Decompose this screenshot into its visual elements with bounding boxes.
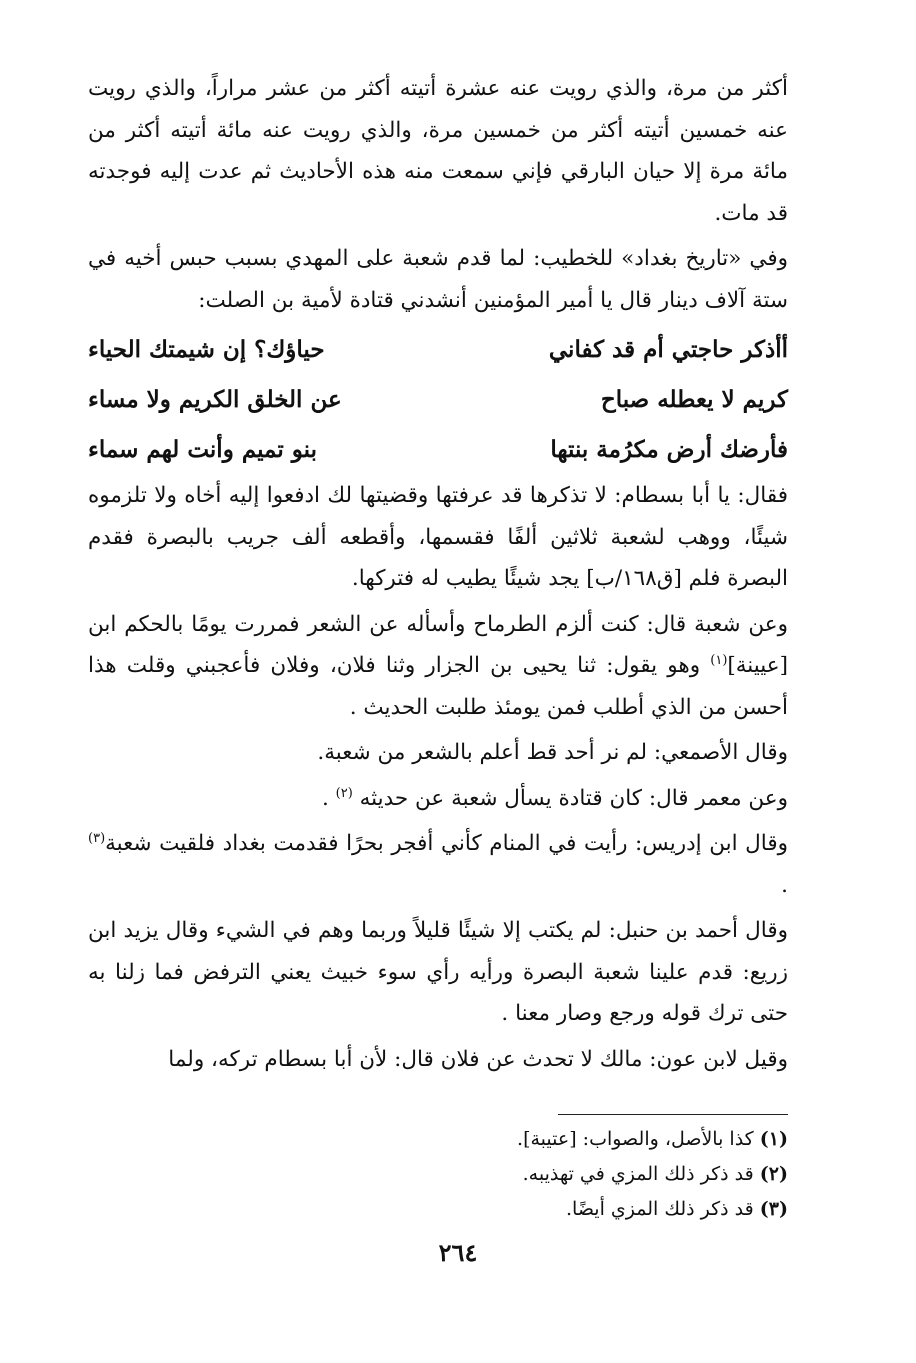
footnote-2 bbox=[88, 1157, 788, 1192]
verse-line-2 bbox=[88, 375, 788, 425]
footnote-ref-2: (٢) bbox=[335, 785, 353, 801]
paragraph-6-part-a: وعن معمر قال: كان قتادة يسأل شعبة عن حديثه bbox=[352, 785, 788, 811]
footnote-ref-1: (١) bbox=[710, 652, 728, 668]
footnote-2-text: قد ذكر ذلك المزي في تهذيبه. bbox=[522, 1163, 754, 1185]
verse-2-first-hemistich: كريم لا يعطله صباح bbox=[600, 386, 788, 413]
paragraph-7-part-b: . bbox=[781, 872, 788, 898]
paragraph-2: وفي «تاريخ بغداد» للخطيب: لما قدم شعبة على المهدي بسبب حبس أخيه في ستة آلاف دينار قال يا أمير المؤمنين أنشدني قتادة لأمية بن الصلت: bbox=[88, 246, 788, 313]
footnote-1-number: (١) bbox=[759, 1128, 788, 1150]
paragraph-4-part-b: وهو يقول: ثنا يحيى بن الجزار وثنا فلان، وفلان فأعجبني وقلت هذا أحسن من الذي أطلب فمن يومئذ طلبت الحديث . bbox=[88, 653, 788, 720]
paragraph-4 bbox=[88, 604, 788, 729]
main-text bbox=[88, 68, 788, 1084]
paragraph-3: فقال: يا أبا بسطام: لا تذكرها قد عرفتها وقضيتها لك ادفعوا إليه أخاه ولا تلزموه شيئًا، ووهب لشعبة ثلاثين ألفًا فقسمها، وأقطعه ألف جريب بالبصرة فقدم البصرة فلم [ق١٦٨/ب] يجد شيئًا يطيب له فتركها. bbox=[88, 483, 788, 591]
footnote-divider bbox=[558, 1114, 788, 1115]
paragraph-4-part-a: وعن شعبة قال: كنت ألزم الطرماح وأسأله عن الشعر فمررت يومًا بالحكم ابن [عيينة] bbox=[88, 611, 788, 678]
footnote-1-text: كذا بالأصل، والصواب: [عتيبة]. bbox=[517, 1128, 754, 1150]
footnote-2-number: (٢) bbox=[759, 1163, 788, 1185]
verse-3-second-hemistich: بنو تميم وأنت لهم سماء bbox=[88, 436, 317, 463]
paragraph-7-part-a: وقال ابن إدريس: رأيت في المنام كأني أفجر بحرًا فقدمت بغداد فلقيت شعبة bbox=[105, 831, 788, 856]
paragraph-6 bbox=[88, 778, 788, 820]
verse-3-first-hemistich: فأرضك أرض مكرُمة بنتها bbox=[550, 436, 788, 463]
footnote-1 bbox=[88, 1122, 788, 1157]
paragraph-7 bbox=[88, 823, 788, 906]
verse-2-second-hemistich: عن الخلق الكريم ولا مساء bbox=[88, 386, 342, 413]
verse-line-1 bbox=[88, 325, 788, 375]
verse-1-second-hemistich: حياؤك؟ إن شيمتك الحياء bbox=[88, 336, 325, 363]
footnote-3-text: قد ذكر ذلك المزي أيضًا. bbox=[565, 1198, 754, 1220]
footnote-3 bbox=[88, 1192, 788, 1227]
paragraph-9: وقيل لابن عون: مالك لا تحدث عن فلان قال: لأن أبا بسطام تركه، ولما bbox=[168, 1046, 788, 1072]
footnotes bbox=[88, 1122, 788, 1227]
paragraph-6-part-b: . bbox=[321, 785, 336, 811]
footnote-3-number: (٣) bbox=[759, 1198, 788, 1220]
paragraph-1: أكثر من مرة، والذي رويت عنه عشرة أتيته أكثر من عشر مراراً، والذي رويت عنه خمسين أتيته أكثر من خمسين مرة، والذي رويت عنه مائة أتيته أكثر من مائة مرة إلا حيان البارقي فإني سمعت منه هذه الأحاديث ثم عدت إليه فوجدته قد مات. bbox=[88, 76, 788, 226]
verse-line-3 bbox=[88, 425, 788, 475]
page-number: ٢٦٤ bbox=[438, 1238, 478, 1267]
paragraph-5: وقال الأصمعي: لم نر أحد قط أعلم بالشعر من شعبة. bbox=[317, 740, 788, 765]
paragraph-8: وقال أحمد بن حنبل: لم يكتب إلا شيئًا قليلاً وربما وهم في الشيء وقال يزيد ابن زريع: قدم علينا شعبة البصرة ورأيه رأي سوء خبيث يعني الترفض فما زلنا به حتى ترك قوله ورجع وصار معنا . bbox=[88, 918, 788, 1026]
verse-1-first-hemistich: أأذكر حاجتي أم قد كفاني bbox=[548, 336, 788, 363]
footnote-ref-3: (٣) bbox=[88, 830, 106, 846]
